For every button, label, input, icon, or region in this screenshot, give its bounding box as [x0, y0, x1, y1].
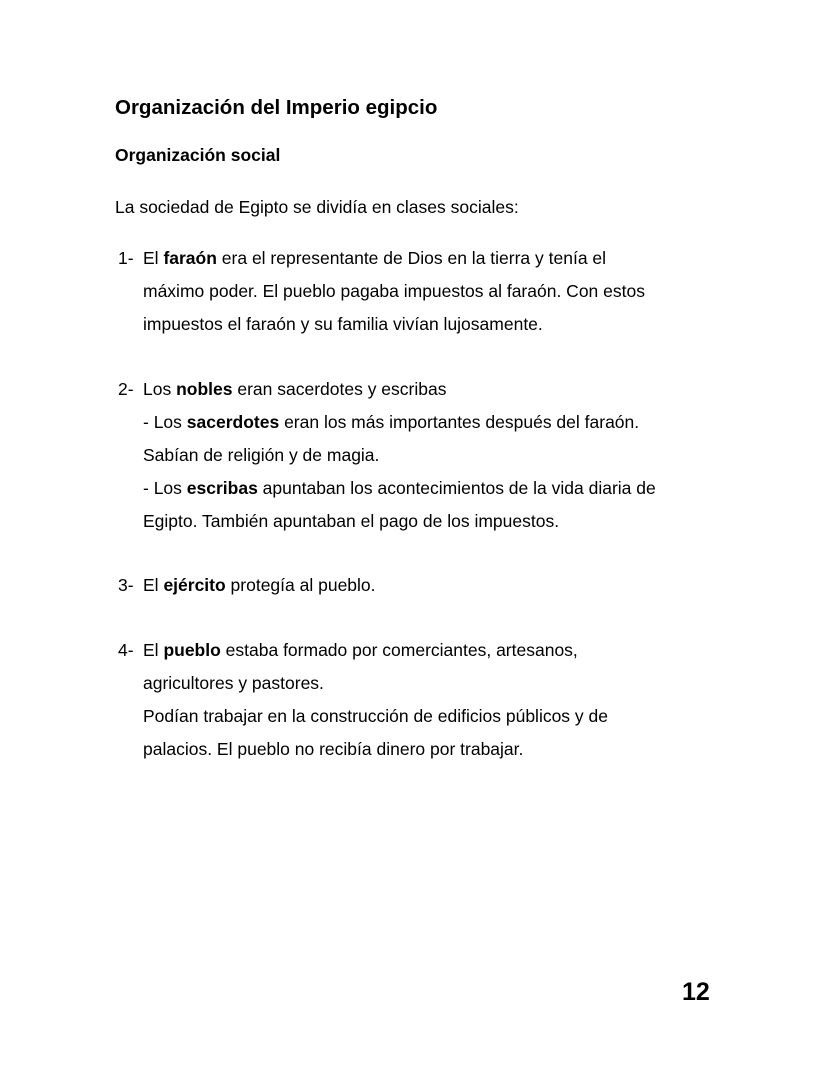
text-line: máximo poder. El pueblo pagaba impuestos al faraón. Con estos	[143, 281, 645, 301]
list-number: 3-	[118, 575, 134, 595]
bold-term: faraón	[163, 248, 217, 268]
text-line: Podían trabajar en la construcción de edificios públicos y de	[143, 706, 608, 726]
text-run: estaba formado por comerciantes, artesanos,	[220, 640, 578, 660]
list-item-body	[143, 373, 738, 538]
list-item-pharaoh	[118, 242, 738, 341]
bold-term: pueblo	[163, 640, 221, 660]
list-number: 2-	[118, 379, 134, 399]
page-title: Organización del Imperio egipcio	[115, 96, 438, 119]
bold-term: nobles	[176, 379, 233, 399]
text-line	[143, 569, 738, 602]
text-run: Los	[143, 379, 177, 399]
page-number: 12	[682, 978, 710, 1006]
text-line: Sabían de religión y de magia.	[143, 445, 380, 465]
bold-term: sacerdotes	[186, 412, 280, 432]
bold-term: ejército	[163, 575, 226, 595]
text-line: agricultores y pastores.	[143, 673, 324, 693]
text-line	[143, 406, 738, 439]
text-line	[143, 634, 738, 667]
text-run: El	[143, 575, 164, 595]
list-item-nobles	[118, 373, 738, 538]
text-run: - Los	[143, 412, 187, 432]
text-run: eran sacerdotes y escribas	[232, 379, 447, 399]
list-item-body	[143, 569, 738, 602]
list-item-body	[143, 634, 738, 766]
section-title: Organización social	[115, 145, 281, 165]
text-run: apuntaban los acontecimientos de la vida diaria de	[257, 478, 656, 498]
text-line: Egipto. También apuntaban el pago de los impuestos.	[143, 511, 560, 531]
text-line	[143, 242, 738, 275]
text-run: era el representante de Dios en la tierra y tenía el	[216, 248, 607, 268]
text-run: - Los	[143, 478, 187, 498]
list-number: 1-	[118, 248, 134, 268]
text-run: protegía al pueblo.	[225, 575, 376, 595]
bold-term: escribas	[186, 478, 258, 498]
text-line	[143, 373, 738, 406]
text-line: impuestos el faraón y su familia vivían lujosamente.	[143, 314, 543, 334]
text-run: eran los más importantes después del faraón.	[279, 412, 640, 432]
list-item-people	[118, 634, 738, 766]
list-item-army	[118, 569, 738, 602]
text-line	[143, 472, 738, 505]
intro-paragraph: La sociedad de Egipto se dividía en clases sociales:	[115, 197, 519, 217]
list-item-body	[143, 242, 738, 341]
list-number: 4-	[118, 640, 134, 660]
text-run: El	[143, 248, 164, 268]
text-line: palacios. El pueblo no recibía dinero por trabajar.	[143, 739, 524, 759]
text-run: El	[143, 640, 164, 660]
